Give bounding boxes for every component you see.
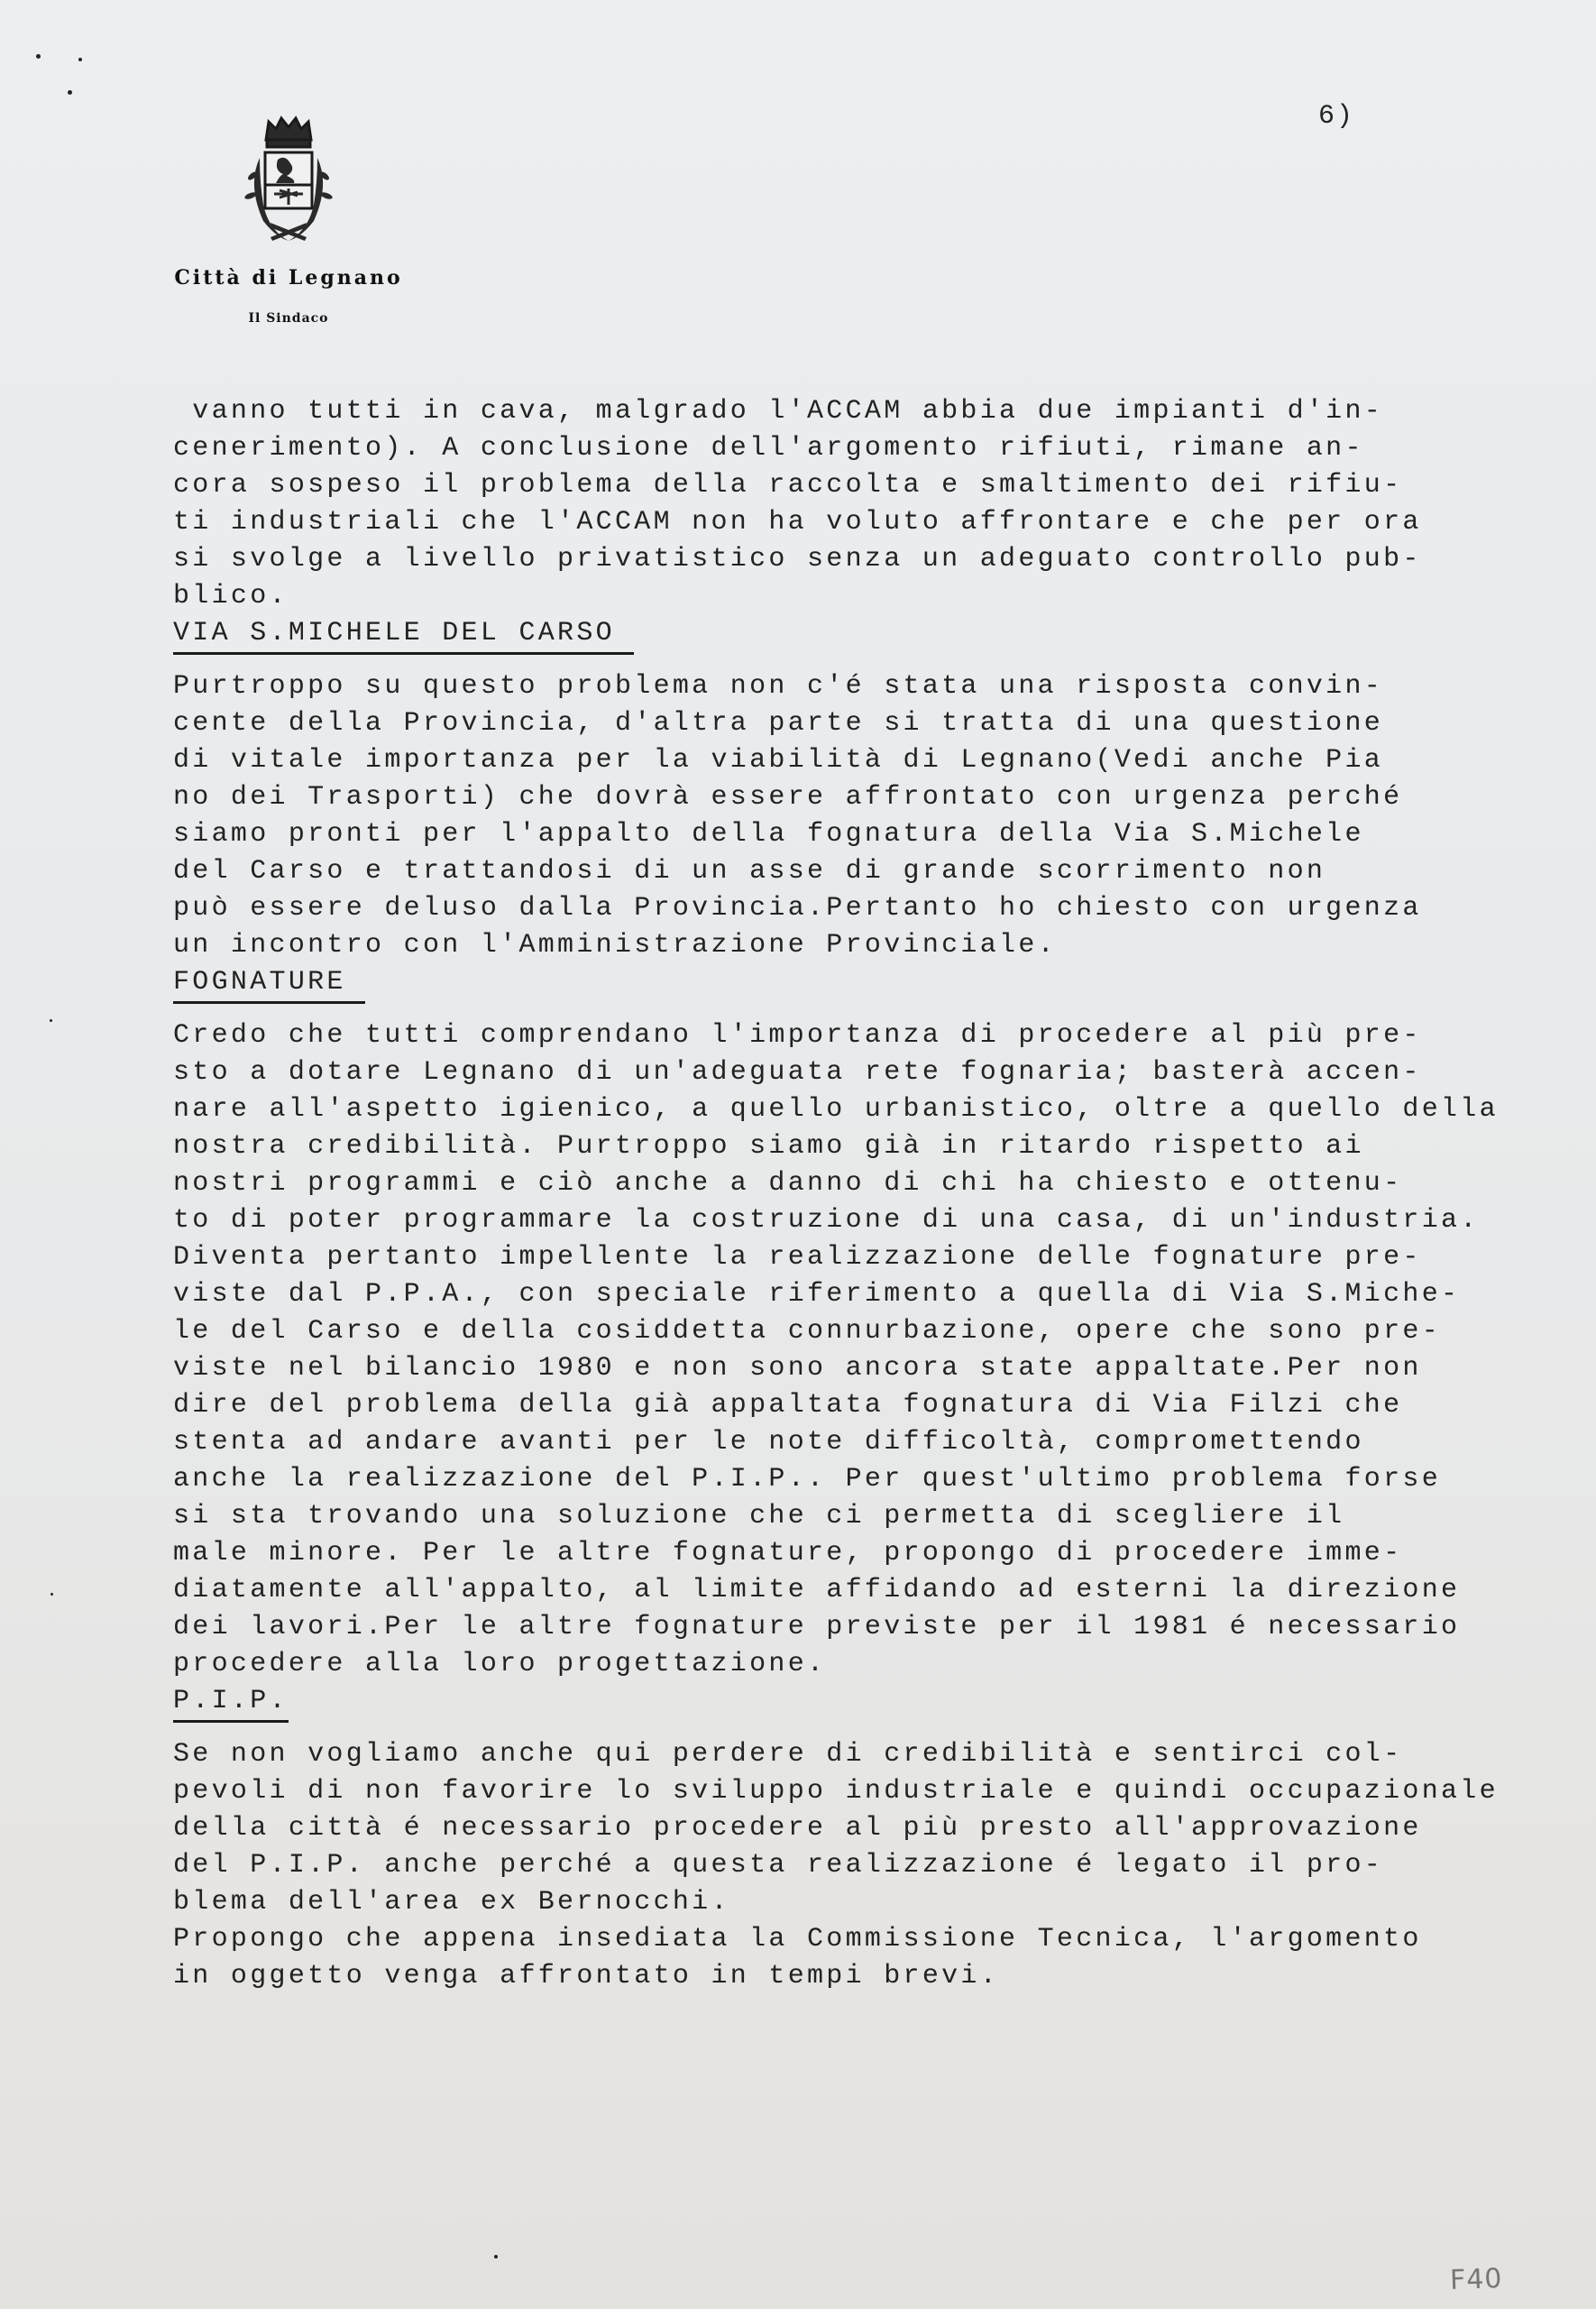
paper-speck: [78, 58, 82, 61]
letter-body: [173, 393, 1544, 1995]
text-line: si svolge a livello privatistico senza un adeguato controllo pub-: [173, 544, 1422, 575]
text-line: vanno tutti in cava, malgrado l'ACCAM abbia due impianti d'in-: [173, 396, 1384, 427]
text-line: pevoli di non favorire lo sviluppo industriale e quindi occupazionale: [173, 1776, 1499, 1807]
text-line: viste nel bilancio 1980 e non sono ancora state appaltate.Per non: [173, 1353, 1422, 1384]
text-line: sto a dotare Legnano di un'adeguata rete fognaria; basterà accen-: [173, 1057, 1422, 1088]
text-line: cora sospeso il problema della raccolta e smaltimento dei rifiu-: [173, 470, 1403, 501]
text-line: Credo che tutti comprendano l'importanza di procedere al più pre-: [173, 1020, 1422, 1051]
text-line: dei lavori.Per le altre fognature previste per il 1981 é necessario: [173, 1612, 1461, 1642]
text-line: ti industriali che l'ACCAM non ha voluto affrontare e che per ora: [173, 507, 1422, 538]
text-line: diatamente all'appalto, al limite affidando ad esterni la direzione: [173, 1575, 1461, 1605]
text-line: cente della Provincia, d'altra parte si tratta di una questione: [173, 708, 1384, 739]
page-number: 6): [1318, 101, 1355, 132]
section-heading-via-s-michele: VIA S.MICHELE DEL CARSO: [173, 615, 634, 655]
handwritten-note: F40: [1449, 2262, 1504, 2297]
municipal-coat-of-arms-icon: [234, 113, 343, 248]
text-line: blico.: [173, 581, 289, 612]
text-line: dire del problema della già appaltata fognatura di Via Filzi che: [173, 1390, 1403, 1421]
text-line: siamo pronti per l'appalto della fognatura della Via S.Michele: [173, 819, 1364, 850]
paper-speck: [50, 1593, 53, 1596]
text-line: viste dal P.P.A., con speciale riferimento a quella di Via S.Miche-: [173, 1279, 1461, 1310]
text-line: in oggetto venga affrontato in tempi brevi.: [173, 1961, 1000, 1992]
text-line: Diventa pertanto impellente la realizzazione delle fognature pre-: [173, 1242, 1422, 1273]
text-line: si sta trovando una soluzione che ci permetta di scegliere il: [173, 1501, 1345, 1532]
section-heading-pip: P.I.P.: [173, 1683, 289, 1723]
paper-speck: [50, 1019, 52, 1022]
text-line: to di poter programmare la costruzione di una casa, di un'industria.: [173, 1205, 1480, 1236]
text-line: stenta ad andare avanti per le note difficoltà, compromettendo: [173, 1427, 1364, 1458]
text-line: anche la realizzazione del P.I.P.. Per quest'ultimo problema forse: [173, 1464, 1441, 1495]
paper-speck: [494, 2255, 498, 2258]
text-line: Propongo che appena insediata la Commissione Tecnica, l'argomento: [173, 1924, 1422, 1955]
text-line: no dei Trasporti) che dovrà essere affrontato con urgenza perché: [173, 782, 1403, 813]
text-line: un incontro con l'Amministrazione Provinciale.: [173, 930, 1057, 961]
text-line: del Carso e trattandosi di un asse di grande scorrimento non: [173, 856, 1326, 887]
text-line: Se non vogliamo anche qui perdere di credibilità e sentirci col-: [173, 1739, 1403, 1770]
office-title: Il Sindaco: [248, 311, 329, 326]
letterhead: [171, 113, 406, 326]
city-name: Città di Legnano: [174, 266, 403, 290]
text-line: del P.I.P. anche perché a questa realizzazione é legato il pro-: [173, 1850, 1384, 1881]
section-heading-fognature: FOGNATURE: [173, 964, 365, 1004]
text-line: male minore. Per le altre fognature, propongo di procedere imme-: [173, 1538, 1403, 1568]
paper-speck: [68, 90, 72, 95]
section-pip: [173, 1736, 1544, 1995]
section-fognature: [173, 1017, 1544, 1683]
text-line: di vitale importanza per la viabilità di Legnano(Vedi anche Pia: [173, 745, 1384, 776]
text-line: può essere deluso dalla Provincia.Pertanto ho chiesto con urgenza: [173, 893, 1422, 924]
text-line: blema dell'area ex Bernocchi.: [173, 1887, 730, 1918]
text-line: Purtroppo su questo problema non c'é stata una risposta convin-: [173, 671, 1384, 702]
text-line: nostri programmi e ciò anche a danno di chi ha chiesto e ottenu-: [173, 1168, 1403, 1199]
text-line: della città é necessario procedere al più presto all'approvazione: [173, 1813, 1422, 1844]
text-line: procedere alla loro progettazione.: [173, 1649, 827, 1679]
text-line: nare all'aspetto igienico, a quello urbanistico, oltre a quello della: [173, 1094, 1499, 1125]
text-line: le del Carso e della cosiddetta connurbazione, opere che sono pre-: [173, 1316, 1441, 1347]
text-line: nostra credibilità. Purtroppo siamo già in ritardo rispetto ai: [173, 1131, 1364, 1162]
section-via-s-michele: [173, 668, 1544, 964]
paper-speck: [36, 54, 41, 59]
text-line: cenerimento). A conclusione dell'argomento rifiuti, rimane an-: [173, 433, 1364, 464]
section-rifiuti-continuation: [173, 393, 1544, 615]
